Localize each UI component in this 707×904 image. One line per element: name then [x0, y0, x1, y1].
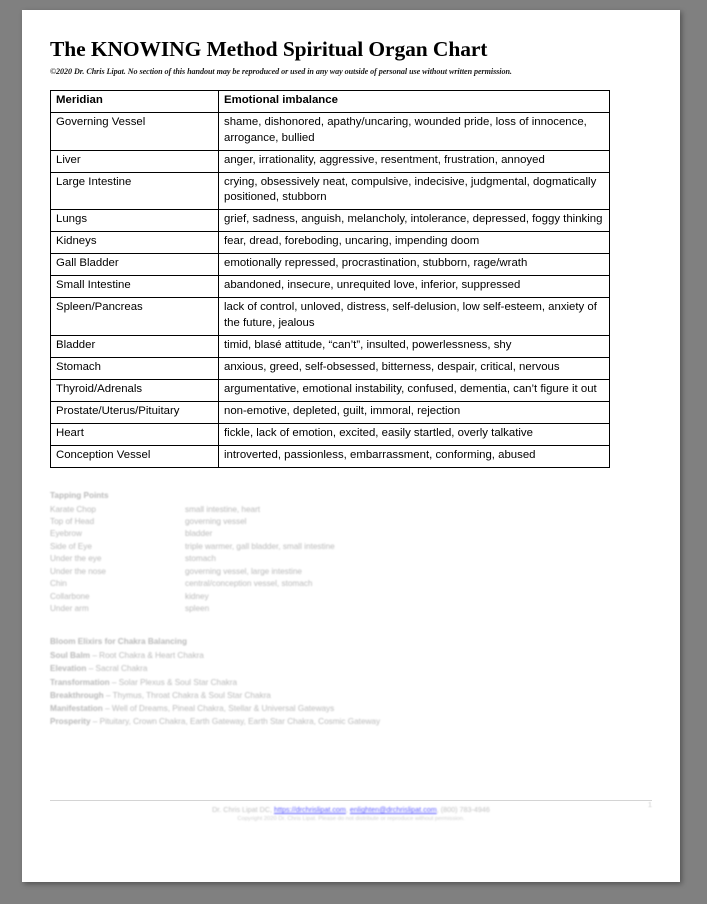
table-row [51, 402, 610, 424]
tapping-points-heading: Tapping Points [50, 491, 109, 501]
bloom-elixirs-heading: Bloom Elixirs for Chakra Balancing [50, 636, 187, 646]
cell-emotional-imbalance: grief, sadness, anguish, melancholy, intolerance, depressed, foggy thinking [219, 210, 610, 232]
table-row [51, 210, 610, 232]
table-row [51, 276, 610, 298]
cell-emotional-imbalance: introverted, passionless, embarrassment, conforming, abused [219, 446, 610, 468]
table-row [51, 150, 610, 172]
table-row [51, 254, 610, 276]
footer-email-link[interactable]: enlighten@drchrislipat.com [349, 805, 437, 814]
footer-divider [50, 800, 652, 801]
elixir-row [50, 702, 652, 715]
cell-emotional-imbalance: timid, blasé attitude, “can’t”, insulted, powerlessness, shy [219, 336, 610, 358]
cell-emotional-imbalance: shame, dishonored, apathy/uncaring, wounded pride, loss of innocence, arrogance, bullied [219, 112, 610, 150]
cell-meridian: Thyroid/Adrenals [51, 380, 219, 402]
table-body [51, 112, 610, 467]
tapping-point-name: Under arm [50, 604, 89, 614]
elixir-row [50, 649, 652, 662]
tapping-point-name: Under the nose [50, 566, 106, 576]
cell-emotional-imbalance: fickle, lack of emotion, excited, easily startled, overly talkative [219, 424, 610, 446]
elixir-row [50, 676, 652, 689]
cell-meridian: Lungs [51, 210, 219, 232]
footer-phone: , (800) 783-4946 [436, 805, 490, 814]
cell-meridian: Liver [51, 150, 219, 172]
cell-meridian: Gall Bladder [51, 254, 219, 276]
tapping-point-name: Chin [50, 579, 67, 589]
footer-copyright: Copyright 2020 Dr. Chris Lipat. Please do not distribute or reproduce without permission. [237, 816, 465, 822]
page-number: 1 [647, 800, 652, 809]
elixir-name: Manifestation [50, 704, 103, 714]
table-row [51, 298, 610, 336]
copyright-notice: ©2020 Dr. Chris Lipat. No section of this handout may be reproduced or used in any way outside of personal use without written permission. [50, 66, 512, 76]
elixir-name: Transformation [50, 677, 110, 687]
cell-meridian: Heart [51, 424, 219, 446]
table-row [51, 172, 610, 210]
cell-meridian: Spleen/Pancreas [51, 298, 219, 336]
tapping-point-row [50, 516, 652, 528]
footer-contact-prefix: Dr. Chris Lipat DC, [212, 805, 275, 814]
tapping-point-meridians: triple warmer, gall bladder, small intestine [185, 541, 335, 551]
footer-link-separator: , [345, 805, 350, 814]
cell-emotional-imbalance: crying, obsessively neat, compulsive, indecisive, judgmental, dogmatically positioned, stubborn [219, 172, 610, 210]
tapping-point-name: Eyebrow [50, 529, 82, 539]
cell-emotional-imbalance: anger, irrationality, aggressive, resentment, frustration, annoyed [219, 150, 610, 172]
tapping-point-row [50, 541, 652, 553]
elixir-row [50, 662, 652, 675]
elixir-chakras: – Thymus, Throat Chakra & Soul Star Chakra [105, 690, 271, 700]
tapping-point-row [50, 603, 652, 615]
cell-meridian: Bladder [51, 336, 219, 358]
tapping-point-row [50, 566, 652, 578]
cell-emotional-imbalance: fear, dread, foreboding, uncaring, impending doom [219, 232, 610, 254]
bloom-elixirs-section [50, 635, 652, 729]
elixir-row [50, 689, 652, 702]
cell-meridian: Kidneys [51, 232, 219, 254]
cell-emotional-imbalance: emotionally repressed, procrastination, stubborn, rage/wrath [219, 254, 610, 276]
tapping-point-row [50, 504, 652, 516]
document-page [22, 10, 680, 882]
table-row [51, 380, 610, 402]
page-title: The KNOWING Method Spiritual Organ Chart [50, 37, 488, 61]
cell-meridian: Governing Vessel [51, 112, 219, 150]
tapping-point-row [50, 591, 652, 603]
tapping-point-name: Karate Chop [50, 504, 96, 514]
tapping-point-row [50, 528, 652, 540]
cell-meridian: Large Intestine [51, 172, 219, 210]
tapping-point-name: Side of Eye [50, 541, 92, 551]
tapping-point-meridians: small intestine, heart [185, 504, 261, 514]
tapping-point-meridians: spleen [185, 604, 210, 614]
tapping-point-meridians: stomach [185, 554, 216, 564]
table-header-row [51, 90, 610, 112]
cell-emotional-imbalance: anxious, greed, self-obsessed, bitterness, despair, critical, nervous [219, 358, 610, 380]
cell-meridian: Stomach [51, 358, 219, 380]
page-footer [50, 800, 652, 822]
elixir-chakras: – Pituitary, Crown Chakra, Earth Gateway, Earth Star Chakra, Cosmic Gateway [92, 717, 381, 727]
table-row [51, 232, 610, 254]
cell-meridian: Prostate/Uterus/Pituitary [51, 402, 219, 424]
tapping-point-name: Collarbone [50, 591, 90, 601]
tapping-point-row [50, 578, 652, 590]
page-content [50, 38, 652, 729]
tapping-point-meridians: bladder [185, 529, 213, 539]
elixir-row [50, 715, 652, 728]
cell-meridian: Conception Vessel [51, 446, 219, 468]
tapping-point-row [50, 553, 652, 565]
elixir-name: Elevation [50, 664, 87, 674]
tapping-point-meridians: central/conception vessel, stomach [185, 579, 313, 589]
table-row [51, 336, 610, 358]
cell-emotional-imbalance: abandoned, insecure, unrequited love, inferior, suppressed [219, 276, 610, 298]
tapping-point-name: Under the eye [50, 554, 102, 564]
table-row [51, 424, 610, 446]
elixir-name: Prosperity [50, 717, 91, 727]
elixir-name: Breakthrough [50, 690, 104, 700]
cell-emotional-imbalance: lack of control, unloved, distress, self-delusion, low self-esteem, anxiety of the future, jealous [219, 298, 610, 336]
spiritual-organ-table [50, 90, 610, 468]
table-row [51, 358, 610, 380]
table-row [51, 446, 610, 468]
elixir-name: Soul Balm [50, 651, 91, 661]
table-row [51, 112, 610, 150]
tapping-points-section [50, 490, 652, 616]
footer-contact-line [50, 805, 652, 814]
cell-emotional-imbalance: argumentative, emotional instability, confused, dementia, can’t figure it out [219, 380, 610, 402]
tapping-point-meridians: kidney [185, 591, 209, 601]
cell-meridian: Small Intestine [51, 276, 219, 298]
column-header-meridian: Meridian [51, 90, 219, 112]
elixir-chakras: – Well of Dreams, Pineal Chakra, Stellar & Universal Gateways [105, 704, 335, 714]
tapping-point-meridians: governing vessel [185, 517, 247, 527]
elixir-chakras: – Sacral Chakra [88, 664, 148, 674]
cell-emotional-imbalance: non-emotive, depleted, guilt, immoral, rejection [219, 402, 610, 424]
footer-website-link[interactable]: https://drchrislipat.com [274, 805, 346, 814]
elixir-chakras: – Root Chakra & Heart Chakra [92, 651, 204, 661]
column-header-emotional-imbalance: Emotional imbalance [219, 90, 610, 112]
tapping-point-name: Top of Head [50, 517, 95, 527]
elixir-chakras: – Solar Plexus & Soul Star Chakra [111, 677, 238, 687]
tapping-point-meridians: governing vessel, large intestine [185, 566, 302, 576]
